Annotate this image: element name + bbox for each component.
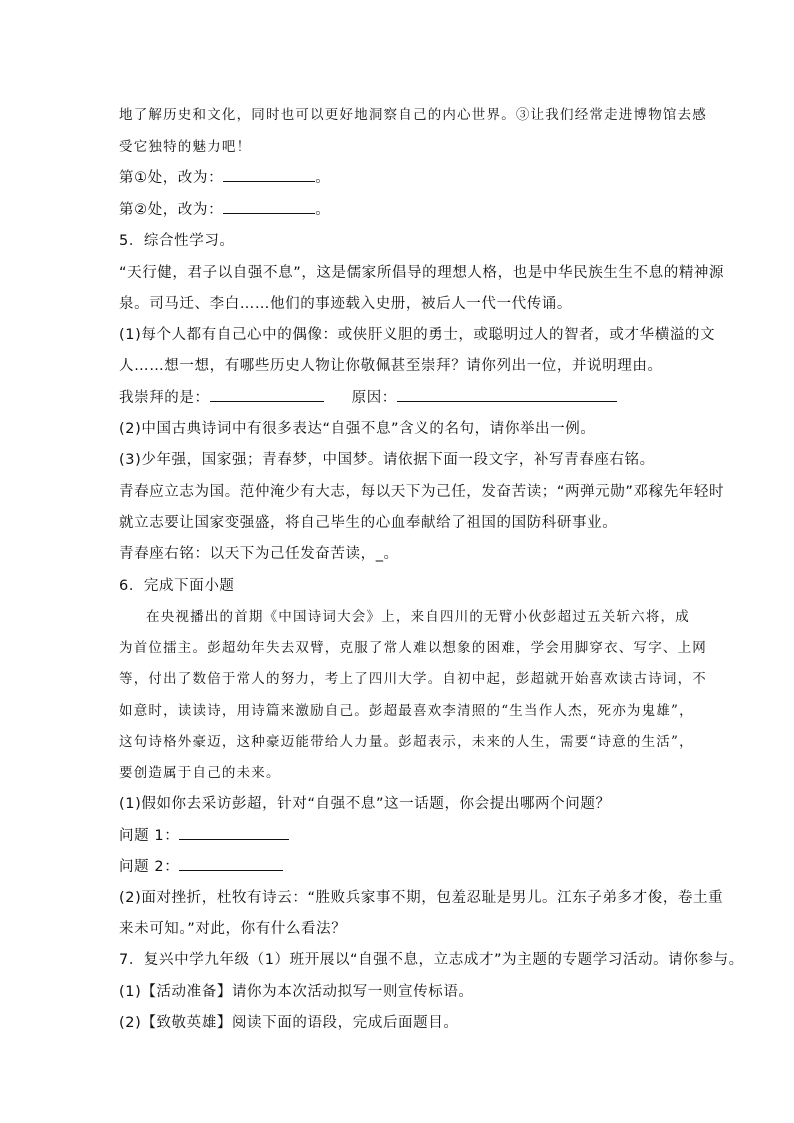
sub-question-1: 人……想一想，有哪些历史人物让你敬佩甚至崇拜？请你列出一位，并说明理由。 (119, 358, 663, 374)
passage-line: 如意时，读读诗，用诗篇来激励自己。彭超最喜欢李清照的“生当作人杰，死亦为鬼雄”， (119, 703, 694, 719)
answer-blank[interactable] (179, 827, 289, 840)
question-5-intro: 泉。司马迁、李白……他们的事迹载入史册，被后人一代一代传诵。 (119, 296, 572, 312)
correction-1-label: 第①处，改为： (119, 170, 224, 186)
sub-question-2: (2)【致敬英雄】阅读下面的语段，完成后面题目。 (119, 1015, 459, 1031)
question-2-label: 问题 2： (119, 859, 180, 875)
answer-blank[interactable] (223, 201, 315, 214)
passage-line: 为首位擂主。彭超幼年失去双臂，克服了常人难以想象的困难，学会用脚穿衣、写字、上网 (119, 640, 707, 656)
reading-paragraph: 就立志要让国家变强盛，将自己毕生的心血奉献给了祖国的国防科研事业。 (119, 515, 618, 531)
passage-line: 在央视播出的首期《中国诗词大会》上，来自四川的无臂小伙彭超过五关斩六将，成 (146, 609, 690, 625)
sub-question-1: (1)【活动准备】请你为本次活动拟写一则宣传标语。 (119, 984, 474, 1000)
correction-2-label: 第②处，改为： (119, 202, 224, 218)
admire-answer-row (119, 386, 617, 407)
sub-question-2: (2)中国古典诗词中有很多表达“自强不息”含义的名句，请你举出一例。 (119, 421, 596, 437)
sub-question-1: (1)假如你去采访彭超，针对“自强不息”这一话题，你会提出哪两个问题？ (119, 796, 611, 812)
question-5-title: 5．综合性学习。 (119, 233, 235, 249)
reason-label: 原因： (351, 390, 397, 406)
sub-question-2: (2)面对挫折，杜牧有诗云：“胜败兵家事不期，包羞忍耻是男儿。江东子弟多才俊，卷土重 (119, 890, 724, 906)
question-5-intro: “天行健，君子以自强不息”，这是儒家所倡导的理想人格，也是中华民族生生不息的精神源 (119, 265, 725, 281)
sub-question-1: (1)每个人都有自己心中的偶像：或侠肝义胆的勇士，或聪明过人的智者，或才华横溢的文 (119, 327, 716, 343)
reason-blank[interactable] (397, 389, 617, 402)
correction-1: 第①处，改为： 。 (119, 170, 331, 186)
passage-line: 受它独特的魅力吧！ (119, 139, 252, 155)
question-7-title: 7．复兴中学九年级（1）班开展以“自强不息，立志成才”为主题的专题学习活动。请你参与。 (119, 952, 744, 968)
sub-question-3: (3)少年强，国家强；青春梦，中国梦。请依据下面一段文字，补写青春座右铭。 (119, 452, 655, 468)
admire-blank[interactable] (210, 389, 324, 402)
answer-blank[interactable] (179, 858, 283, 871)
passage-line: 这句诗格外豪迈，这种豪迈能带给人力量。彭超表示，未来的人生，需要“诗意的生活”， (119, 734, 694, 750)
sub-question-2: 来未可知。”对此，你有什么看法？ (119, 921, 347, 937)
passage-line: 要创造属于自己的未来。 (119, 765, 281, 781)
answer-blank[interactable] (223, 169, 315, 182)
question-1-label: 问题 1： (119, 828, 180, 844)
question-6-title: 6．完成下面小题 (119, 578, 235, 594)
passage-line: 等，付出了数倍于常人的努力，考上了四川大学。自初中起，彭超就开始喜欢读古诗词，不 (119, 671, 707, 687)
interview-question-1 (119, 824, 289, 845)
reading-paragraph: 青春应立志为国。范仲淹少有大志，每以天下为己任，发奋苦读；“两弹元勋”邓稼先年轻时 (119, 484, 725, 500)
interview-question-2 (119, 855, 283, 876)
admire-label: 我崇拜的是： (119, 390, 210, 406)
correction-2: 第②处，改为： 。 (119, 202, 331, 218)
passage-line: 地了解历史和文化，同时也可以更好地洞察自己的内心世界。③让我们经常走进博物馆去感 (119, 107, 707, 123)
motto-line: 青春座右铭：以天下为己任发奋苦读，_。 (119, 546, 399, 562)
